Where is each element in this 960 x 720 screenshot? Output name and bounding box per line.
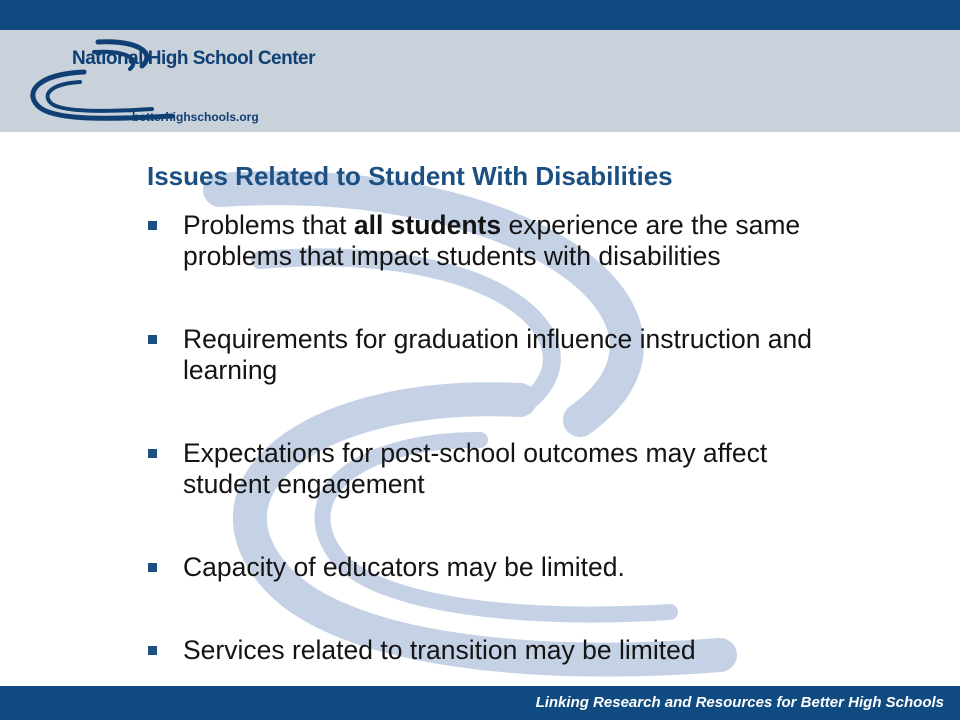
bullet-text: Services related to transition may be limited (183, 635, 696, 665)
square-bullet-icon (148, 563, 157, 572)
top-bar (0, 0, 960, 30)
footer-bar (0, 686, 960, 720)
square-bullet-icon (148, 335, 157, 344)
bullet-item-all-students (146, 210, 836, 272)
square-bullet-icon (148, 221, 157, 230)
bullet-text-lead: Problems that (183, 210, 354, 240)
bullet-text-rest: experience are the same problems that impact students with disabilities (183, 210, 801, 271)
bullet-text: Capacity of educators may be limited. (183, 552, 625, 582)
bullet-item-capacity (146, 552, 836, 583)
bullet-list (146, 210, 836, 666)
bullet-text: Expectations for post-school outcomes may affect student engagement (183, 438, 768, 499)
bullet-item-services (146, 635, 836, 666)
bullet-text: Requirements for graduation influence instruction and learning (183, 324, 813, 385)
footer-tagline: Linking Research and Resources for Better High Schools (535, 694, 944, 711)
bullet-item-graduation (146, 324, 836, 386)
slide-title: Issues Related to Student With Disabilities (147, 161, 673, 191)
square-bullet-icon (148, 646, 157, 655)
bullet-item-expectations (146, 438, 836, 500)
logo-url: betterhighschools.org (132, 110, 259, 124)
logo-name: National High School Center (72, 48, 316, 69)
square-bullet-icon (148, 449, 157, 458)
bullet-text-emphasis: all students (353, 210, 502, 240)
